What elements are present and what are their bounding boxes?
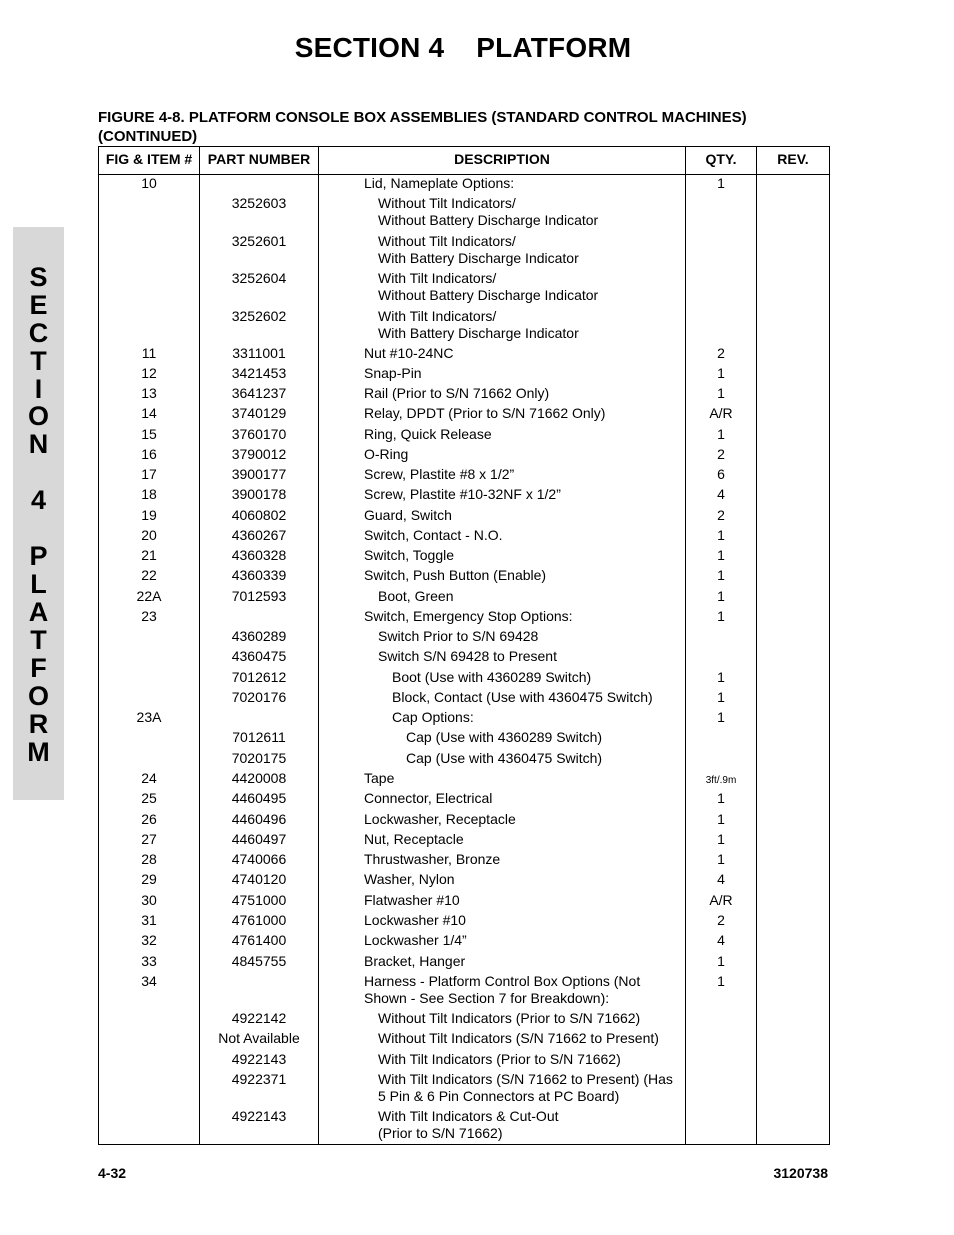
fig-item-cell: 22A — [136, 588, 162, 604]
section-side-tab — [13, 227, 64, 800]
description-cell: Washer, Nylon — [364, 871, 455, 887]
qty-cell: 6 — [717, 466, 725, 482]
description-cell: Lockwasher #10 — [364, 912, 466, 928]
description-cell: With Tilt Indicators & Cut-Out (Prior to S/N 71662) — [378, 1108, 559, 1141]
part-number-cell: 3311001 — [232, 345, 286, 361]
description-cell: Snap-Pin — [364, 365, 422, 381]
part-number-cell: 4360267 — [231, 527, 287, 543]
fig-item-cell: 23A — [136, 709, 162, 725]
description-cell: Switch, Toggle — [364, 547, 455, 563]
part-number-cell: 4360339 — [231, 567, 287, 583]
side-tab-letter: T — [30, 625, 47, 655]
qty-cell: 2 — [717, 912, 725, 928]
column-divider — [318, 147, 319, 1144]
side-tab-letter: E — [29, 290, 48, 320]
qty-cell: 3ft/.9m — [705, 775, 737, 786]
qty-cell: 1 — [717, 527, 725, 543]
part-number-cell: 4360328 — [231, 547, 287, 563]
fig-item-cell: 27 — [141, 831, 157, 847]
description-cell: Cap Options: — [392, 709, 474, 725]
column-divider — [756, 147, 757, 1144]
fig-item-cell: 26 — [141, 811, 157, 827]
qty-cell: A/R — [709, 405, 733, 421]
fig-item-cell: 20 — [141, 527, 157, 543]
column-divider — [685, 147, 686, 1144]
part-number-cell: 4761000 — [231, 912, 287, 928]
fig-item-cell: 32 — [141, 932, 157, 948]
part-number-cell: 3900178 — [231, 486, 287, 502]
fig-item-cell: 22 — [141, 567, 157, 583]
qty-cell: A/R — [709, 892, 733, 908]
part-number-cell: 4460497 — [231, 831, 287, 847]
side-tab-letter: O — [27, 681, 49, 711]
part-number-cell: 3252601 — [231, 233, 287, 249]
part-number-cell: 7020176 — [231, 689, 287, 705]
part-number-cell: 4922143 — [231, 1051, 287, 1067]
fig-item-cell: 11 — [141, 345, 157, 361]
fig-item-cell: 29 — [141, 871, 157, 887]
description-cell: Lockwasher, Receptacle — [364, 811, 516, 827]
part-number-cell: 3760170 — [231, 426, 287, 442]
description-cell: O-Ring — [364, 446, 409, 462]
qty-cell: 2 — [717, 345, 725, 361]
fig-item-cell: 23 — [141, 608, 157, 624]
header-fig-item: FIG & ITEM # — [105, 151, 193, 167]
description-cell: With Tilt Indicators (S/N 71662 to Present) (Has 5 Pin & 6 Pin Connectors at PC Board) — [378, 1071, 673, 1104]
part-number-cell: 4751000 — [231, 892, 287, 908]
side-tab-letter: M — [27, 737, 50, 767]
qty-cell: 1 — [717, 567, 725, 583]
part-number-cell: 3641237 — [231, 385, 287, 401]
footer-doc-number: 3120738 — [773, 1165, 828, 1181]
fig-item-cell: 21 — [141, 547, 157, 563]
header-description: DESCRIPTION — [454, 151, 550, 167]
description-cell: Lid, Nameplate Options: — [364, 175, 515, 191]
part-number-cell: 3252602 — [231, 308, 287, 324]
part-number-cell: 4460496 — [231, 811, 287, 827]
side-tab-letter: L — [30, 569, 47, 599]
qty-cell: 1 — [717, 385, 725, 401]
fig-item-cell: 17 — [141, 466, 157, 482]
part-number-cell: 4060802 — [231, 507, 287, 523]
part-number-cell: 4922143 — [231, 1108, 287, 1124]
fig-item-cell: 33 — [141, 953, 157, 969]
side-tab-letter: 4 — [30, 485, 47, 515]
qty-cell: 1 — [717, 426, 725, 442]
description-cell: Boot, Green — [378, 588, 454, 604]
part-number-cell: 4922371 — [231, 1071, 287, 1087]
description-cell: Harness - Platform Control Box Options (Not Shown - See Section 7 for Breakdown): — [364, 973, 641, 1006]
description-cell: Screw, Plastite #10-32NF x 1/2” — [364, 486, 561, 502]
header-rev: REV. — [777, 151, 809, 167]
fig-item-cell: 28 — [141, 851, 157, 867]
side-tab-letter: I — [34, 374, 43, 404]
side-tab-letter: O — [27, 401, 49, 431]
fig-item-cell: 31 — [141, 912, 157, 928]
part-number-cell: 4761400 — [231, 932, 287, 948]
description-cell: Screw, Plastite #8 x 1/2” — [364, 466, 515, 482]
qty-cell: 1 — [717, 851, 725, 867]
qty-cell: 4 — [717, 932, 725, 948]
qty-cell: 4 — [717, 871, 725, 887]
part-number-cell: 4360475 — [231, 648, 287, 664]
fig-item-cell: 24 — [141, 770, 157, 786]
part-number-cell: 4740066 — [231, 851, 287, 867]
side-tab-letter: A — [28, 597, 49, 627]
part-number-cell: 4922142 — [231, 1010, 287, 1026]
description-cell: Switch S/N 69428 to Present — [378, 648, 557, 664]
fig-item-cell: 10 — [141, 175, 157, 191]
description-cell: Without Tilt Indicators/ Without Battery Discharge Indicator — [378, 195, 599, 228]
description-cell: Switch Prior to S/N 69428 — [378, 628, 539, 644]
qty-cell: 1 — [717, 669, 725, 685]
description-cell: Cap (Use with 4360289 Switch) — [406, 729, 603, 745]
description-cell: Ring, Quick Release — [364, 426, 492, 442]
qty-cell: 2 — [717, 507, 725, 523]
side-tab-letter: P — [29, 541, 48, 571]
description-cell: Tape — [364, 770, 395, 786]
description-cell: Boot (Use with 4360289 Switch) — [392, 669, 592, 685]
side-tab-letter: R — [28, 709, 49, 739]
part-number-cell: 3790012 — [231, 446, 287, 462]
fig-item-cell: 18 — [141, 486, 157, 502]
side-tab-letter: C — [28, 318, 49, 348]
fig-item-cell: 19 — [141, 507, 157, 523]
fig-item-cell: 13 — [141, 385, 157, 401]
qty-cell: 1 — [717, 973, 725, 989]
description-cell: Connector, Electrical — [364, 790, 493, 806]
part-number-cell: 3252604 — [231, 270, 287, 286]
qty-cell: 1 — [717, 709, 725, 725]
description-cell: Cap (Use with 4360475 Switch) — [406, 750, 603, 766]
qty-cell: 1 — [717, 689, 725, 705]
fig-item-cell: 14 — [141, 405, 157, 421]
fig-item-cell: 12 — [141, 365, 157, 381]
part-number-cell: 3252603 — [231, 195, 287, 211]
side-tab-letter: F — [30, 653, 47, 683]
description-cell: Relay, DPDT (Prior to S/N 71662 Only) — [364, 405, 606, 421]
description-cell: Switch, Contact - N.O. — [364, 527, 503, 543]
description-cell: Without Tilt Indicators (Prior to S/N 71662) — [378, 1010, 641, 1026]
part-number-cell: 4740120 — [231, 871, 287, 887]
description-cell: Switch, Emergency Stop Options: — [364, 608, 573, 624]
fig-item-cell: 34 — [141, 973, 157, 989]
description-cell: Rail (Prior to S/N 71662 Only) — [364, 385, 550, 401]
part-number-cell: 4360289 — [231, 628, 287, 644]
part-number-cell: 4460495 — [231, 790, 287, 806]
side-tab-letter: N — [28, 429, 49, 459]
part-number-cell: Not Available — [218, 1030, 300, 1046]
part-number-cell: 7012593 — [231, 588, 287, 604]
description-cell: With Tilt Indicators/ With Battery Discharge Indicator — [378, 308, 579, 341]
description-cell: Nut #10-24NC — [364, 345, 454, 361]
fig-item-cell: 30 — [141, 892, 157, 908]
qty-cell: 1 — [717, 608, 725, 624]
description-cell: With Tilt Indicators (Prior to S/N 71662) — [378, 1051, 621, 1067]
description-cell: With Tilt Indicators/ Without Battery Discharge Indicator — [378, 270, 599, 303]
table-header — [99, 147, 829, 175]
column-divider — [199, 147, 200, 1144]
part-number-cell: 3900177 — [231, 466, 287, 482]
fig-item-cell: 16 — [141, 446, 157, 462]
description-cell: Thrustwasher, Bronze — [364, 851, 501, 867]
part-number-cell: 4420008 — [231, 770, 287, 786]
qty-cell: 2 — [717, 446, 725, 462]
header-part-number: PART NUMBER — [207, 151, 311, 167]
part-number-cell: 3421453 — [231, 365, 287, 381]
side-tab-letter: S — [29, 262, 48, 292]
qty-cell: 1 — [717, 547, 725, 563]
qty-cell: 4 — [717, 486, 725, 502]
part-number-cell: 4845755 — [231, 953, 287, 969]
footer-page-number: 4-32 — [98, 1165, 127, 1181]
qty-cell: 1 — [717, 588, 725, 604]
fig-item-cell: 25 — [141, 790, 157, 806]
description-cell: Switch, Push Button (Enable) — [364, 567, 547, 583]
qty-cell: 1 — [717, 365, 725, 381]
parts-table — [98, 146, 830, 1145]
description-cell: Without Tilt Indicators (S/N 71662 to Present) — [378, 1030, 659, 1046]
side-tab-letter: T — [30, 346, 47, 376]
part-number-cell: 7012612 — [231, 669, 287, 685]
description-cell: Bracket, Hanger — [364, 953, 466, 969]
part-number-cell: 3740129 — [231, 405, 287, 421]
figure-title: FIGURE 4-8. PLATFORM CONSOLE BOX ASSEMBLIES (STANDARD CONTROL MACHINES) (CONTINUED) — [98, 109, 747, 145]
part-number-cell: 7020175 — [231, 750, 287, 766]
description-cell: Lockwasher 1/4” — [364, 932, 467, 948]
qty-cell: 1 — [717, 790, 725, 806]
description-cell: Block, Contact (Use with 4360475 Switch) — [392, 689, 653, 705]
qty-cell: 1 — [717, 175, 725, 191]
header-qty: QTY. — [705, 151, 737, 167]
description-cell: Flatwasher #10 — [364, 892, 460, 908]
part-number-cell: 7012611 — [232, 729, 286, 745]
qty-cell: 1 — [717, 953, 725, 969]
description-cell: Nut, Receptacle — [364, 831, 464, 847]
page-title: SECTION 4 PLATFORM — [294, 32, 632, 63]
qty-cell: 1 — [717, 831, 725, 847]
qty-cell: 1 — [717, 811, 725, 827]
description-cell: Guard, Switch — [364, 507, 452, 523]
description-cell: Without Tilt Indicators/ With Battery Discharge Indicator — [378, 233, 579, 266]
fig-item-cell: 15 — [141, 426, 157, 442]
